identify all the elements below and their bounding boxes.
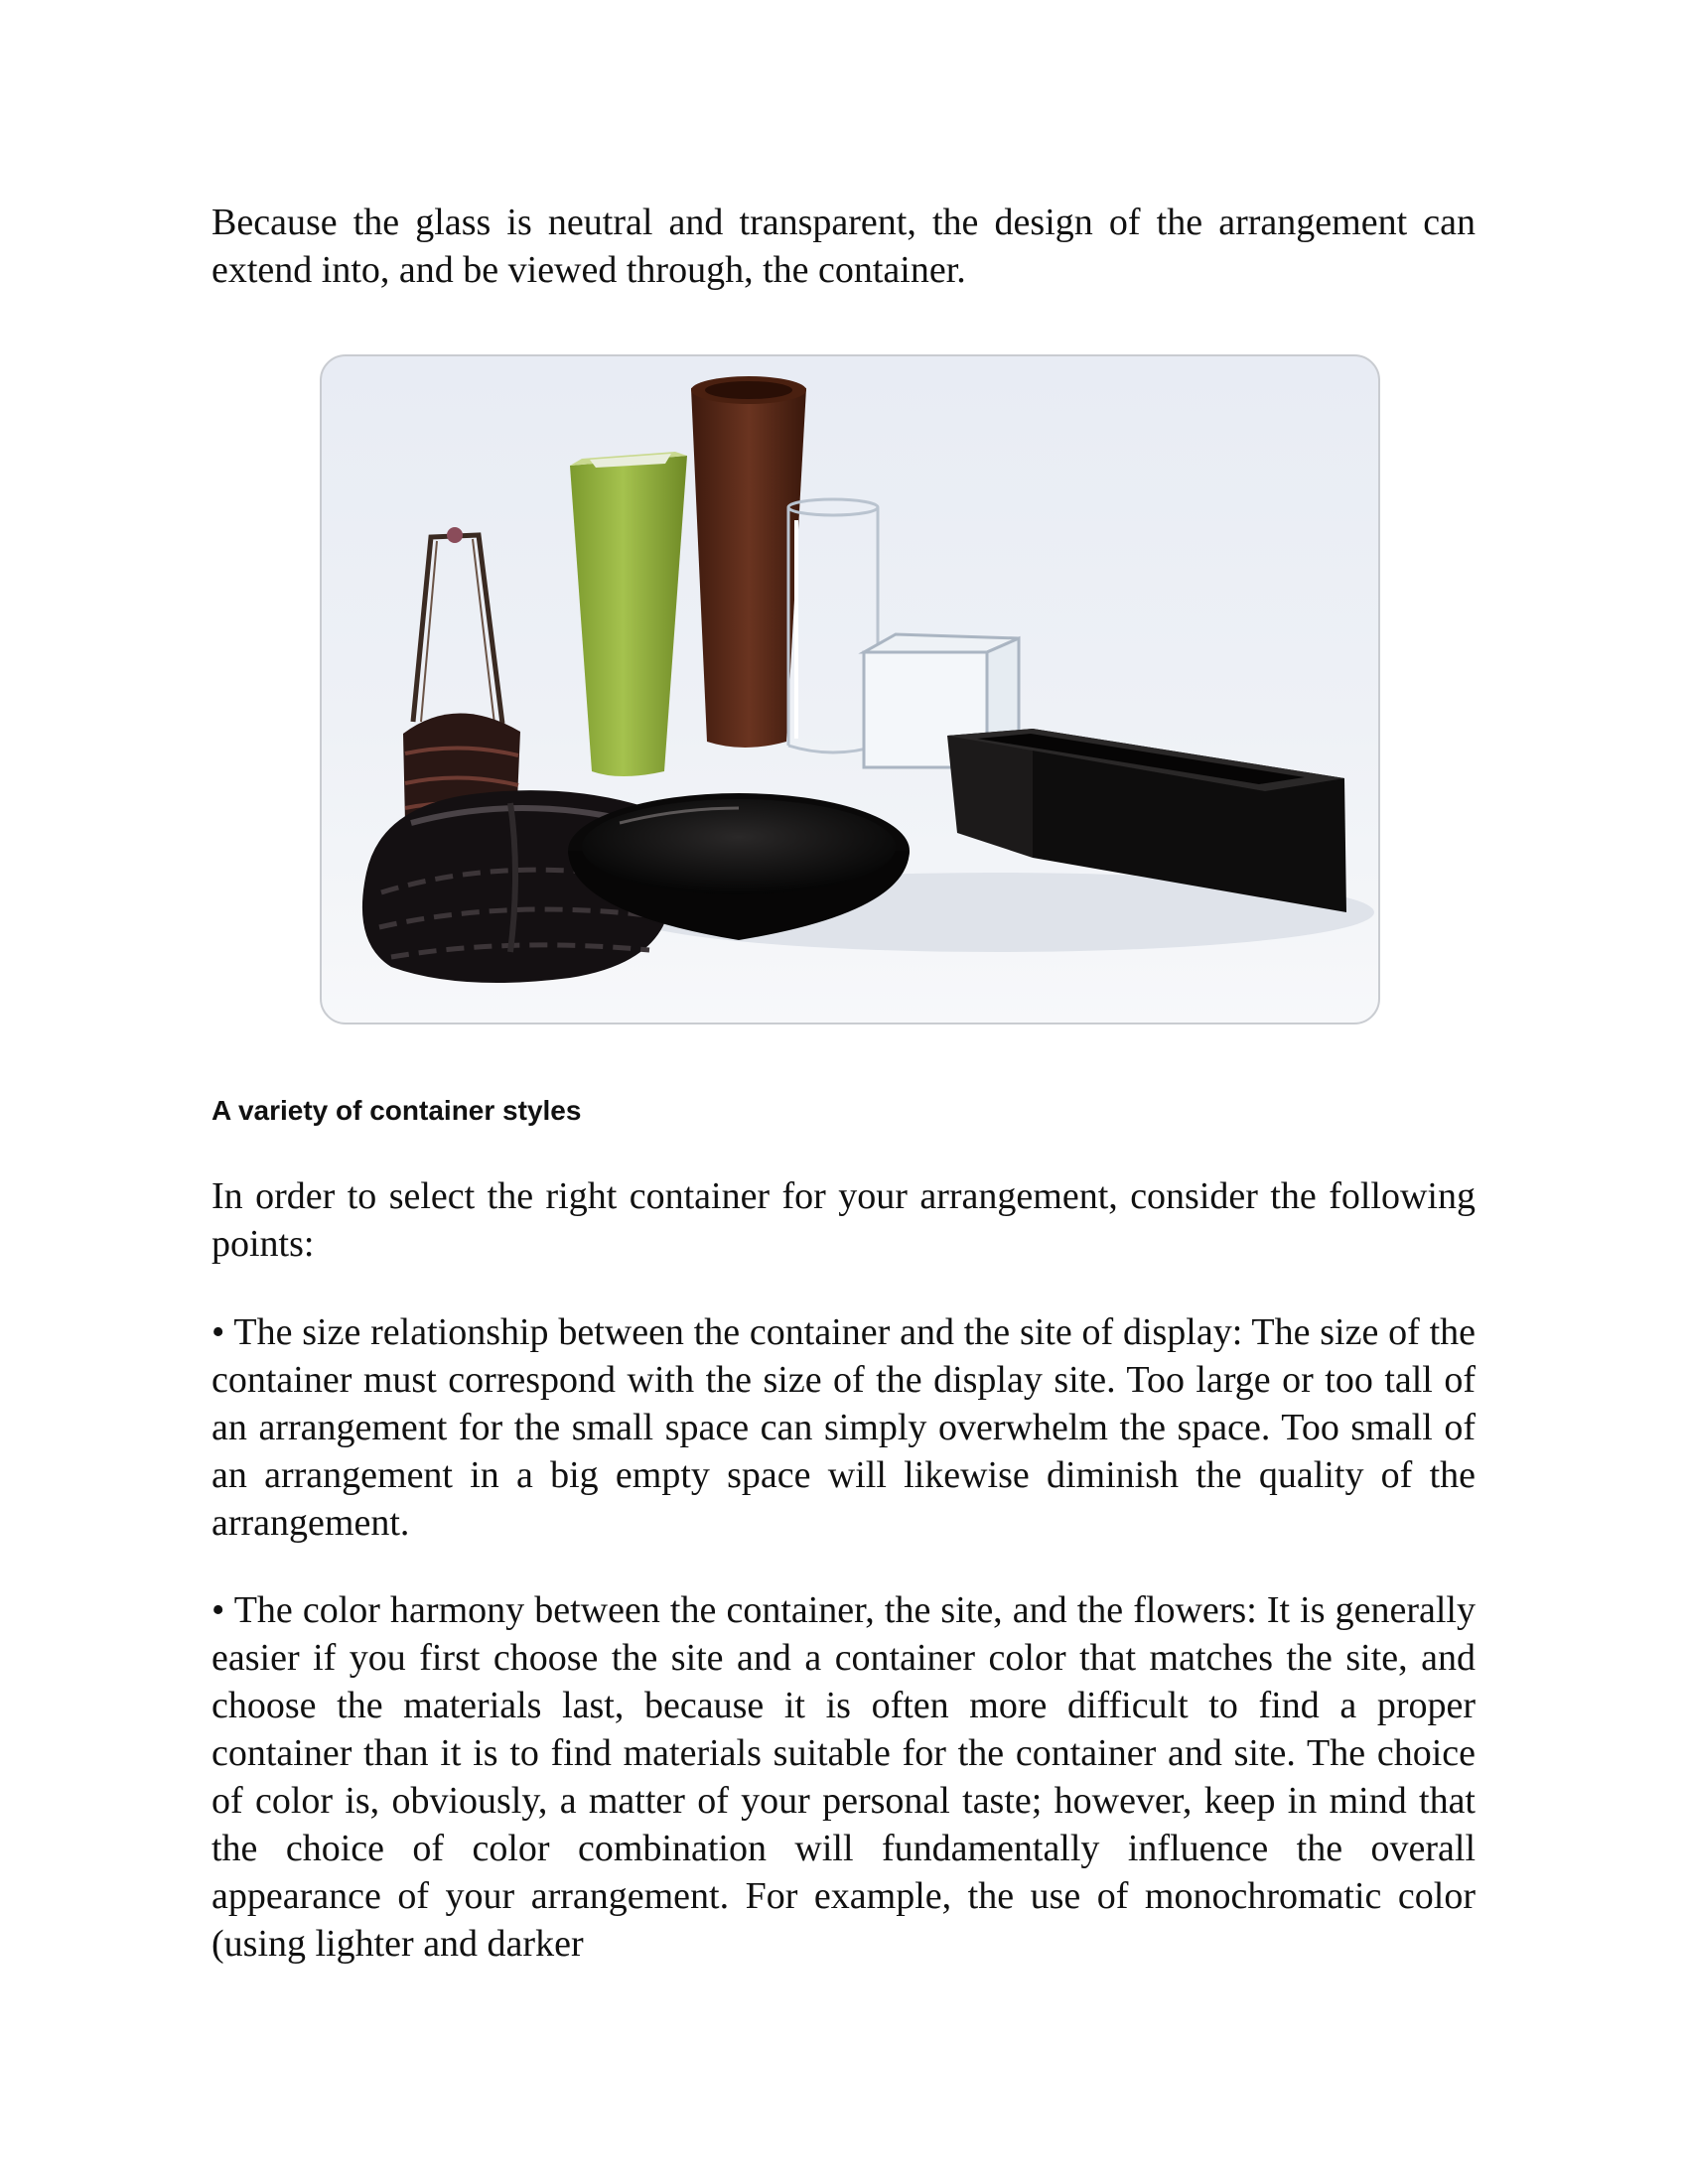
bamboo-basket	[403, 527, 520, 833]
size-bullet-text: • The size relationship between the container and the site of display: The size of the container must correspond with the size of the display site. Too large or too tall of an arrangement for the small space can simply overwhelm the space. Too small of an arrangement in a big empty space will likewise diminish the quality of the arrangement.	[211, 1311, 1476, 1544]
intro-paragraph	[211, 199, 1476, 294]
color-bullet-text: • The color harmony between the container, the site, and the flowers: It is generally easier if you first choose the site and a container color that matches the site, and choose the materials last, because it is often more difficult to find a proper container than it is to find materials suitable for the container and site. The choice of color is, obviously, a matter of your personal taste; however, keep in mind that the choice of color combination will fundamentally influence the overall appearance of your arrangement. For example, the use of monochromatic color (using lighter and darker	[211, 1589, 1476, 1965]
select-paragraph	[211, 1172, 1476, 1268]
intro-text: Because the glass is neutral and transparent, the design of the arrangement can extend into, and be viewed through, the container.	[211, 202, 1476, 291]
color-bullet-paragraph	[211, 1586, 1476, 1968]
container-styles-photo	[320, 354, 1380, 1024]
figure-caption: A variety of container styles	[211, 1095, 582, 1126]
green-vase	[570, 452, 687, 776]
select-text: In order to select the right container for your arrangement, consider the following points:	[211, 1175, 1476, 1265]
size-bullet-paragraph	[211, 1308, 1476, 1547]
